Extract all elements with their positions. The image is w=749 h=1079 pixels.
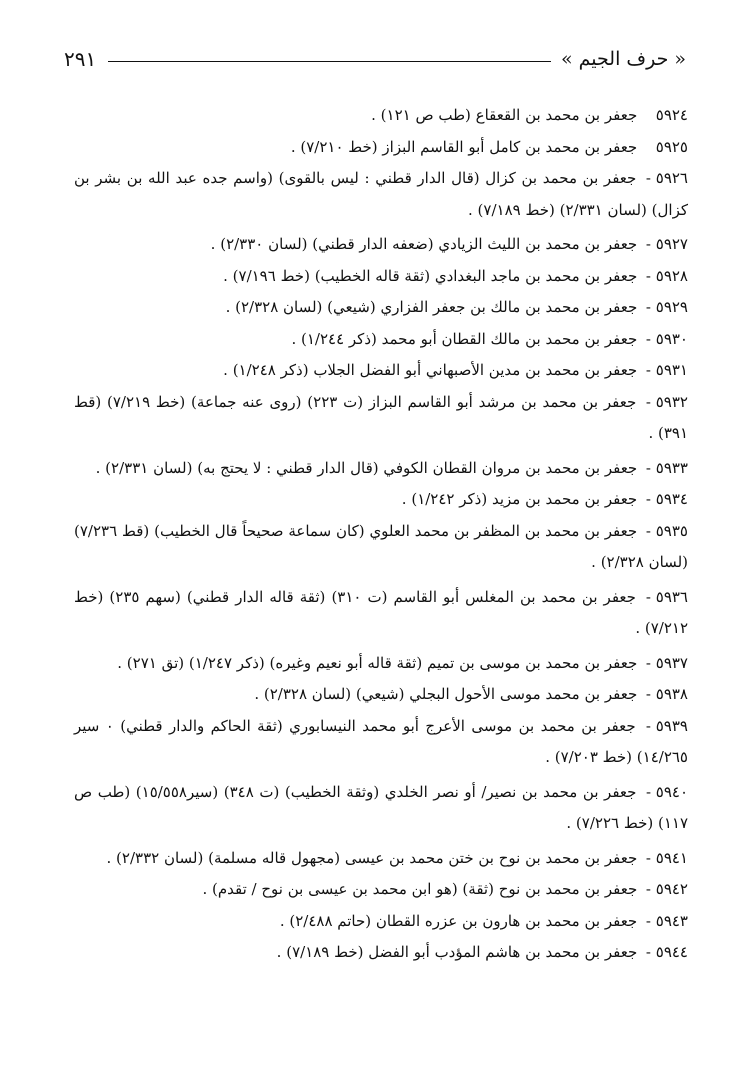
entry-text: جعفر بن محمد بن نصير/ أو نصر الخلدي (وثقة الخطيب) (ت ٣٤٨) (سير١٥/٥٥٨) (طب ص ١١٧) (خط ٧/٢٢٦) . <box>74 782 688 832</box>
list-item <box>74 453 688 485</box>
entry-text: جعفر بن محمد بن مروان القطان الكوفي (قال الدار قطني : لا يحتج به) (لسان ٢/٣٣١) . <box>95 458 638 477</box>
entry-number: ٥٩٤٤ - <box>645 943 688 961</box>
list-item <box>74 163 688 226</box>
list-item <box>74 582 688 645</box>
entry-number: ٥٩٢٩ - <box>645 298 688 316</box>
entry-number: ٥٩٢٧ - <box>645 235 688 253</box>
entry-text: جعفر بن محمد بن نوح (ثقة) (هو ابن محمد بن عيسى بن نوح / تقدم) . <box>202 880 638 898</box>
entry-text: جعفر بن محمد بن مزيد (ذكر ١/٢٤٢) . <box>401 490 638 508</box>
list-item <box>74 387 688 450</box>
list-item <box>74 261 688 293</box>
header-rule <box>108 61 551 62</box>
list-item <box>74 777 688 840</box>
entry-text: جعفر بن محمد بن المغلس أبو القاسم (ت ٣١٠) (ثقة قاله الدار قطني) (سهم ٢٣٥) (خط ٧/٢١٢) . <box>74 587 688 637</box>
list-item <box>74 324 688 356</box>
entry-text: جعفر بن محمد بن ماجد البغدادي (ثقة قاله الخطيب) (خط ٧/١٩٦) . <box>223 266 638 285</box>
list-item <box>74 937 688 969</box>
entry-text: جعفر بن محمد بن الليث الزيادي (ضعفه الدار قطني) (لسان ٢/٣٣٠) . <box>210 235 638 253</box>
list-item <box>74 484 688 516</box>
entry-text: جعفر بن محمد بن مرشد أبو القاسم البزاز (ت ٢٢٣) (روى عنه جماعة) (خط ٧/٢١٩) (قط ٣٩١) . <box>74 392 688 442</box>
entry-text: جعفر بن محمد بن نوح بن ختن محمد بن عيسى (مجهول قاله مسلمة) (لسان ٢/٣٣٢) . <box>106 848 638 867</box>
entry-number: ٥٩٤١ - <box>645 848 688 867</box>
list-item <box>74 355 688 387</box>
entry-number: ٥٩٤٢ - <box>645 880 688 898</box>
entry-number: ٥٩٢٤ <box>655 106 688 124</box>
entry-number: ٥٩٢٥ <box>655 137 688 156</box>
list-item <box>74 679 688 711</box>
entry-text: جعفر بن محمد بن هاشم المؤدب أبو الفضل (خط ٧/١٨٩) . <box>276 943 638 961</box>
entry-number: ٥٩٣٢ - <box>645 392 688 411</box>
entry-number: ٥٩٤٣ - <box>645 911 688 930</box>
list-item <box>74 843 688 875</box>
entry-text: جعفر بن محمد موسى الأحول البجلي (شيعي) (لسان ٢/٣٢٨) . <box>254 685 638 703</box>
list-item <box>74 292 688 324</box>
entry-number: ٥٩٣٧ - <box>645 653 688 672</box>
entry-number: ٥٩٣١ - <box>645 361 688 379</box>
chapter-title: « حرف الجيم » <box>560 48 686 70</box>
entry-text: جعفر بن محمد بن هارون بن عزره القطان (حاتم ٢/٤٨٨) . <box>279 911 638 930</box>
list-item <box>74 100 688 132</box>
entry-number: ٥٩٣٨ - <box>645 685 688 703</box>
entry-number: ٥٩٤٠ - <box>645 782 689 801</box>
entry-text: جعفر بن محمد بن القعقاع (طب ص ١٢١) . <box>371 106 638 124</box>
entry-number: ٥٩٣٠ - <box>645 329 688 348</box>
page-header <box>64 44 686 74</box>
list-item <box>74 648 688 680</box>
entry-text: جعفر بن محمد بن موسى الأعرج أبو محمد النيسابوري (ثقة الحاكم والدار قطني) ٠ سير ١٤/٢٦٥) (خط ٧/٢٠٣) . <box>74 716 688 766</box>
entry-number: ٥٩٢٨ - <box>645 266 688 285</box>
list-item <box>74 516 688 579</box>
list-item <box>74 132 688 164</box>
entry-text: جعفر بن محمد بن المظفر بن محمد العلوي (كان سماعة صحيحاً قال الخطيب) (قط ٧/٢٣٦) (لسان ٢/٣٢٨) . <box>74 521 688 571</box>
page-number: ٢٩١ <box>64 47 97 71</box>
entry-text: جعفر بن محمد بن مالك بن جعفر الفزاري (شيعي) (لسان ٢/٣٢٨) . <box>225 298 638 316</box>
entry-list <box>74 100 688 969</box>
entry-text: جعفر بن محمد بن كزال (قال الدار قطني : ليس بالقوى) (واسم جده عبد الله بن بشر بن كزال) (لسان ٢/٣٣١) (خط ٧/١٨٩) . <box>74 169 688 219</box>
entry-text: جعفر بن محمد بن مالك القطان أبو محمد (ذكر ١/٢٤٤) . <box>291 329 638 348</box>
list-item <box>74 229 688 261</box>
entry-text: جعفر بن محمد بن كامل أبو القاسم البزاز (خط ٧/٢١٠) . <box>290 137 638 156</box>
list-item <box>74 906 688 938</box>
list-item <box>74 711 688 774</box>
entry-number: ٥٩٣٩ - <box>645 716 688 735</box>
entry-number: ٥٩٣٤ - <box>645 490 688 508</box>
entry-number: ٥٩٣٦ - <box>645 587 688 606</box>
entry-number: ٥٩٣٣ - <box>645 458 688 477</box>
entry-text: جعفر بن محمد بن موسى بن تميم (ثقة قاله أبو نعيم وغيره) (ذكر ١/٢٤٧) (تق ٢٧١) . <box>117 653 638 672</box>
list-item <box>74 874 688 906</box>
entry-number: ٥٩٢٦ - <box>645 169 688 187</box>
entry-number: ٥٩٣٥ - <box>645 521 688 540</box>
entry-text: جعفر بن محمد بن مدين الأصبهاني أبو الفضل الجلاب (ذكر ١/٢٤٨) . <box>223 361 638 379</box>
